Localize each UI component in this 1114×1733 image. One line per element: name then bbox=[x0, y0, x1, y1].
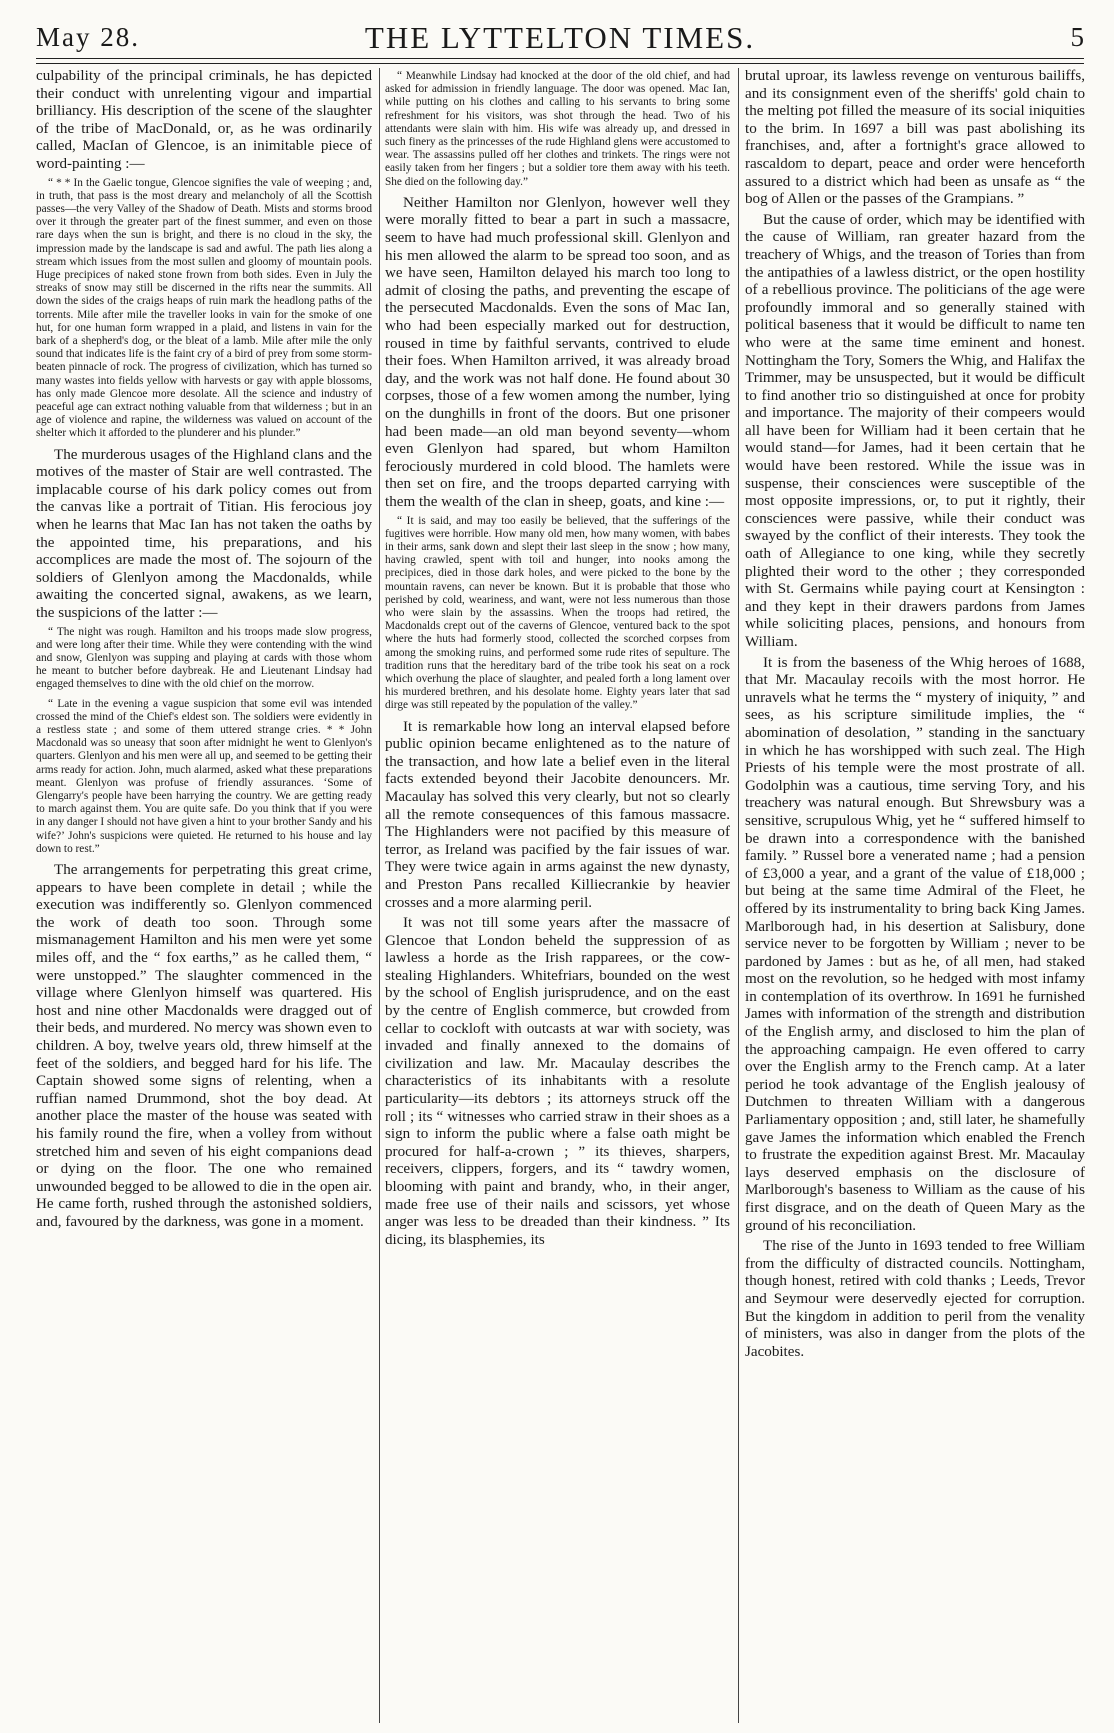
article-paragraph bbox=[745, 68, 1085, 209]
quoted-excerpt bbox=[36, 626, 372, 692]
masthead-rule-top bbox=[36, 58, 1084, 59]
quoted-excerpt bbox=[36, 177, 372, 441]
quoted-excerpt bbox=[36, 698, 372, 856]
issue-date: May 28. bbox=[36, 22, 140, 52]
masthead bbox=[36, 18, 1084, 62]
article-column-2 bbox=[385, 68, 730, 1723]
article-paragraph bbox=[745, 1238, 1085, 1361]
article-paragraph bbox=[36, 862, 372, 1231]
page-number: 5 bbox=[1070, 22, 1084, 52]
article-paragraph bbox=[385, 195, 730, 512]
paragraph-text: brutal uproar, its lawless revenge on venturous bailiffs, and its consignment even of the sheriffs' gold chain to the melting pot filled the measure of its social iniquities to the brim. In 1697 a bill was past abolishing its franchises, and, after a fortnight's grace allowed to rascaldom to depart, peace and order were henceforth assured to a district which had been as unsafe as “ the bog of Allen or the passes of the Grampians. ” bbox=[745, 68, 1085, 208]
masthead-rule-bottom bbox=[36, 63, 1084, 64]
article-paragraph bbox=[36, 68, 372, 174]
article-paragraph bbox=[385, 719, 730, 913]
article-paragraph bbox=[36, 447, 372, 623]
paragraph-text: It was not till some years after the massacre of Glencoe that London beheld the suppression of as lawless a horde as the Irish rapparees, or the cow-stealing Highlanders. Whitefriars, bounded on the west by the school of English jurisprudence, and on the east by the centre of English commerce, but crowded from cellar to cockloft with outcasts at war with society, was invaded and finally annexed to the domains of civilization and law. Mr. Macaulay describes the characteristics of its inhabitants with a resolute particularity—its debtors ; its attorneys struck off the roll ; its “ witnesses who carried straw in their shoes as a sign to inform the public where a false oath might be procured for half-a-crown ; ” its thieves, sharpers, receivers, clippers, forgers, and its “ tawdry women, blooming with paint and brandy, who, in their anger, made free use of their nails and scissors, yet whose anger was less to be dreaded than their kindness. ” Its dicing, its blasphemies, its bbox=[385, 915, 730, 1248]
column-divider-1 bbox=[379, 68, 380, 1723]
paragraph-text: “ * * In the Gaelic tongue, Glencoe signifies the vale of weeping ; and, in truth, that pass is the most dreary and melancholy of all the Scottish passes—the very Valley of the Shadow of Death. Mists and storms brood over it through the greater part of the finest summer, and even on those rare days when the sun is bright, and there is no cloud in the sky, the impression made by the landscape is sad and awful. The path lies along a stream which issues from the most sullen and gloomy of mountain pools. Huge precipices of naked stone frown from both sides. Even in July the streaks of snow may still be discerned in the rifts near the summits. All down the sides of the craigs heaps of ruin mark the headlong paths of the torrents. Mile after mile the traveller looks in vain for the smoke of one hut, for one human form wrapped in a plaid, and listens in vain for the bark of a shepherd's dog, or the bleat of a lamb. Mile after mile the only sound that indicates life is the faint cry of a bird of prey from some storm-beaten pinnacle of rock. The progress of civilization, which has turned so many wastes into fields yellow with harvests or gay with apple blossoms, has only made Glencoe more desolate. All the science and industry of peaceful age can extract nothing valuable from that wilderness ; but in an age of violence and rapine, the wilderness was valued on account of the shelter which it afforded to the plunderer and his plunder.” bbox=[36, 176, 372, 440]
paragraph-text: culpability of the principal criminals, he has depicted their conduct with unrelenting vigour and impartial brilliancy. His description of the scene of the slaughter of the tribe of MacDonald, or, as he was ordinarily called, MacIan of Glencoe, is an inimitable piece of word-painting :— bbox=[36, 68, 372, 172]
article-paragraph bbox=[385, 915, 730, 1249]
paragraph-text: The arrangements for perpetrating this great crime, appears to have been complete in detail ; while the execution was indifferently so. Glenlyon commenced the work of death too soon. Through some mismanagement Hamilton and his men were yet some miles off, and the “ fox earths,” as he called them, “ were unstopped.” The slaughter commenced in the village where Glenlyon himself was quartered. His host and nine other Macdonalds were dragged out of their beds, and murdered. No mercy was shown even to children. A boy, twelve years old, threw himself at the feet of the soldiers, and begged hard for his life. The Captain showed some signs of relenting, when a ruffian named Drummond, shot the boy dead. At another place the master of the house was seated with his family round the fire, when a volley from without stretched him and seven of his eight companions dead or dying on the floor. The one who remained unwounded begged to be allowed to die in the open air. He came forth, rushed through the astonished soldiers, and, favoured by the darkness, was gone in a moment. bbox=[36, 862, 372, 1230]
paragraph-text: It is from the baseness of the Whig heroes of 1688, that Mr. Macaulay recoils with the most horror. He unravels what he terms the “ mystery of iniquity, ” and sees, as his scripture similitude implies, the “ abomination of desolation, ” standing in the sanctuary in which he has worshipped with such zeal. The High Priests of his temple were the most prostrate of all. Godolphin was a cautious, time serving Tory, and his treachery was natural enough. But Shrewsbury was a sensitive, scrupulous Whig, yet he “ suffered himself to be drawn into a correspondence with the banished family. ” Russel bore a venerated name ; had a pension of £3,000 a year, and a grant of the value of £18,000 ; but being at the same time Admiral of the Fleet, he offered by its instrumentality to bring back King James. Marlborough had, in his desertion at Salisbury, done service never to be forgotten by William ; never to be pardoned by James : but as he, of all men, had staked most on the revolution, so he hedged with most infamy in contemplation of its overthrow. In 1691 he furnished James with information of the strength and distribution of the English army, and disclosed to him the plan of the approaching campaign. He even offered to carry over the English army to the French camp. At a later period he took advantage of the English jealousy of Dutchmen to threaten William with a dangerous Parliamentary opposition ; and, still later, he shamefully gave James the information which enabled the French to frustrate the expedition against Brest. Mr. Macaulay lays deserved emphasis on the disclosure of Marlborough's baseness to William as the cause of his first disgrace, and on the death of Queen Mary as the ground of his reconciliation. bbox=[745, 654, 1085, 1234]
paragraph-text: “ The night was rough. Hamilton and his troops made slow progress, and were long after their time. While they were contending with the wind and snow, Glenlyon was supping and playing at cards with those whom he meant to butcher before daybreak. He and Lieutenant Lindsay had engaged themselves to dine with the old chief on the morrow. bbox=[36, 625, 372, 691]
paragraph-text: It is remarkable how long an interval elapsed before public opinion became enlightened as to the nature of the transaction, and how late a belief even in the literal facts extended beyond their Jacobite denouncers. Mr. Macaulay has solved this very clearly, but not so clearly all the remote consequences of this famous massacre. The Highlanders were not pacified by this measure of terror, as Ireland was pacified by the fair issues of war. They were twice again in arms against the new dynasty, and Preston Pans recalled Killiecrankie by heavier crosses and a more alarming peril. bbox=[385, 718, 730, 911]
paragraph-text: Neither Hamilton nor Glenlyon, however well they were morally fitted to bear a part in such a massacre, seem to have had much professional skill. Glenlyon and his men allowed the alarm to be spread too soon, and as we have seen, Hamilton delayed his march too long to admit of closing the paths, and preventing the escape of the persecuted Macdonalds. Even the sons of Mac Ian, who had been especially marked out for destruction, roused in time by faithful servants, contrived to elude their foes. When Hamilton arrived, it was already broad day, and the work was not half done. He found about 30 corpses, those of a few women among the number, lying on the dunghills in front of the doors. But one prisoner had been made—an old man beyond seventy—whom even Glenlyon had spared, but whom Hamilton ferociously murdered in cold blood. The hamlets were then set on fire, and the troops departed carrying with them the wealth of the clan in sheep, goats, and kine :— bbox=[385, 194, 730, 510]
paragraph-text: “ It is said, and may too easily be believed, that the sufferings of the fugitives were horrible. How many old men, how many women, with babes in their arms, sank down and slept their last sleep in the snow ; how many, having crawled, spent with toil and hunger, into nooks among the precipices, died in those dark holes, and were picked to the bone by the mountain ravens, can never be known. But it is probable that those who perished by cold, weariness, and want, were not less numerous than those who were slain by the assassins. When the troops had retired, the Macdonalds crept out of the caverns of Glencoe, ventured back to the spot where the huts had formerly stood, collected the scorched corpses from among the smoking ruins, and performed some rude rites of sepulture. The tradition runs that the hereditary bard of the tribe took his seat on a rock which overhung the place of slaughter, and pealed forth a long lament over his murdered brethren, and his desolate home. Eighty years later that sad dirge was still repeated by the population of the valley.” bbox=[385, 514, 730, 712]
quoted-excerpt bbox=[385, 515, 730, 713]
column-divider-2 bbox=[738, 68, 739, 1723]
article-column-3 bbox=[745, 68, 1085, 1723]
paragraph-text: The murderous usages of the Highland clans and the motives of the master of Stair are well contrasted. The implacable course of his dark policy comes out from the canvas like a portrait of Titian. His ferocious joy when he learns that Mac Ian has not taken the oaths by the appointed time, his preparations, and his accomplices are made the most of. The sojourn of the soldiers of Glenlyon among the Macdonalds, while awaiting the concerted signal, awakens, as we learn, the suspicions of the latter :— bbox=[36, 446, 372, 621]
paragraph-text: The rise of the Junto in 1693 tended to free William from the difficulty of distracted councils. Nottingham, though honest, retired with cold thanks ; Leeds, Trevor and Seymour were deservedly ejected for corruption. But the kingdom in addition to peril from the venality of ministers, was also in danger from the plots of the Jacobites. bbox=[745, 1238, 1085, 1360]
paragraph-text: But the cause of order, which may be identified with the cause of William, ran greater hazard from the treachery of Whigs, and the treason of Tories than from the antipathies of a lawless district, or the open hostility of a rebellious province. The politicians of the age were profoundly immoral and so generally stained with political baseness that it would be difficult to name ten who were at the same time eminent and honest. Nottingham the Tory, Somers the Whig, and Halifax the Trimmer, may be unsuspected, but it would be difficult to find another trio so distinguished at once for probity and importance. The majority of their compeers would all have been for William had it been certain that he would stand—for James, had it been certain that he would have been restored. While the issue was in suspense, their consciences were susceptible of the most opposite impressions, or, to put it rightly, their consciences were passive, while their conduct was swayed by the conflict of their interests. They took the oath of Allegiance to one king, while they secretly plighted their word to the other ; they corresponded with St. Germains while paying court at Kensington : and they kept in their drawers pardons from James while soliciting places, pensions, and honours from William. bbox=[745, 211, 1085, 650]
paragraph-text: “ Late in the evening a vague suspicion that some evil was intended crossed the mind of the Chief's eldest son. The soldiers were evidently in a restless state ; and some of them uttered strange cries. * * John Macdonald was so uneasy that soon after midnight he went to Glenlyon's quarters. Glenlyon and his men were all up, and seemed to be getting their arms ready for action. John, much alarmed, asked what these preparations meant. Glenlyon was profuse of friendly assurances. ‘Some of Glengarry's people have been harrying the country. We are getting ready to march against them. You are quite safe. Do you think that if you were in any danger I should not have given a hint to your brother Sandy and his wife?’ John's suspicions were quieted. He returned to his house and lay down to rest.” bbox=[36, 697, 372, 855]
quoted-excerpt bbox=[385, 70, 730, 189]
article-paragraph bbox=[745, 655, 1085, 1236]
article-column-1 bbox=[36, 68, 372, 1723]
article-paragraph bbox=[745, 212, 1085, 652]
newspaper-title: THE LYTTELTON TIMES. bbox=[364, 20, 756, 55]
paragraph-text: “ Meanwhile Lindsay had knocked at the door of the old chief, and had asked for admission in friendly language. The door was opened. Mac Ian, while putting on his clothes and calling to his servants to bring some refreshment for his visitors, was shot through the head. Two of his attendants were slain with him. His wife was already up, and dressed in such finery as the princesses of the rude Highland glens were accustomed to wear. The assassins pulled off her clothes and trinkets. The rings were not easily taken from her fingers ; but a soldier tore them away with his teeth. She died on the following day.” bbox=[385, 70, 730, 188]
